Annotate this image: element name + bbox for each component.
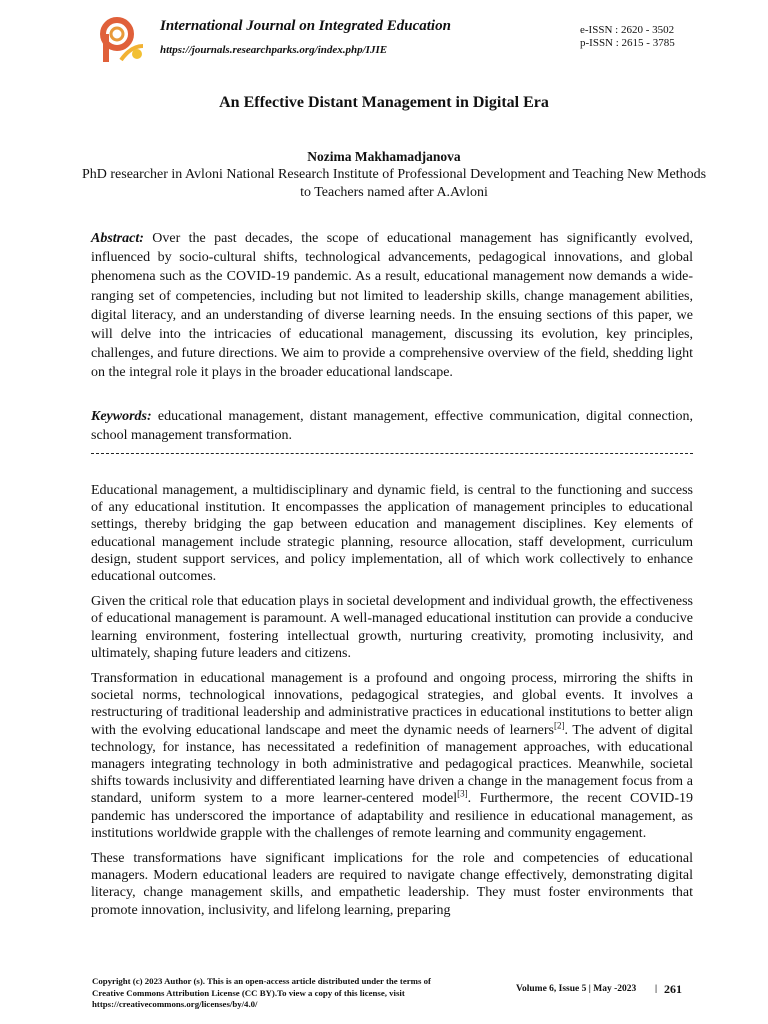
abstract xyxy=(91,229,693,383)
keywords-text: educational management, distant management, effective communication, digital connection, school management transformation. xyxy=(91,409,693,444)
issn-block xyxy=(580,24,675,50)
page-number: 261 xyxy=(664,982,682,996)
keywords xyxy=(91,407,693,445)
eissn: e-ISSN : 2620 - 3502 xyxy=(580,24,675,36)
author-affiliation: PhD researcher in Avloni National Research Institute of Professional Development and Teaching New Methods to Teachers named after A.Avloni xyxy=(81,167,707,200)
journal-title: International Journal on Integrated Education xyxy=(160,18,451,34)
pissn: p-ISSN : 2615 - 3785 xyxy=(580,37,675,49)
body-text-segment: Transformation in educational management is a profound and ongoing process, mirroring the shifts in societal norms, technological innovations, pedagogical strategies, and global events. It involves a restructuring of traditional leadership and administrative practices in educational institutions to better align with the evolving educational landscape and meet the dynamic needs of learners xyxy=(91,671,693,738)
copyright-notice: Copyright (c) 2023 Author (s). This is an open-access article distributed under the terms of Creative Commons Attribution License (CC BY).To view a copy of this license, visit https://creativecommons.org/licenses/by/4.0/ xyxy=(92,976,431,1010)
section-divider xyxy=(91,453,693,454)
citation-ref[interactable]: [3] xyxy=(457,788,468,799)
keywords-label: Keywords: xyxy=(91,409,152,424)
footer-separator: | xyxy=(655,984,658,994)
article-body xyxy=(91,482,693,927)
abstract-text: Over the past decades, the scope of educational management has significantly evolved, influenced by socio-cultural shifts, technological advancements, pedagogical innovations, and global phenomena such as the COVID-19 pandemic. As a result, educational management now demands a wide-ranging set of competencies, including but not limited to leadership skills, change management abilities, digital literacy, and an understanding of diverse learning needs. In the ensuing sections of this paper, we will delve into the intricacies of educational management, discussing its evolution, key principles, challenges, and future directions. We aim to provide a comprehensive overview of the field, shedding light on the integral role it plays in the broader educational landscape. xyxy=(91,231,693,381)
citation-ref[interactable]: [2] xyxy=(553,719,565,730)
body-text-segment: . Furthermore, the recent COVID-19 pandemic has underscored the importance of adaptability and resilience in educational management, as institutions worldwide grapple with the challenges of remote learning and community engagement. xyxy=(91,791,693,841)
abstract-label: Abstract: xyxy=(91,231,144,246)
journal-url[interactable]: https://journals.researchparks.org/index.php/IJIE xyxy=(160,44,388,56)
article-title: An Effective Distant Management in Digital Era xyxy=(219,94,549,111)
body-paragraph xyxy=(91,670,693,842)
author-name: Nozima Makhamadjanova xyxy=(307,149,461,164)
body-text-segment: . The advent of digital technology, for instance, has necessitated a redefinition of management approaches, with educational managers integrating technology in both administrative and pedagogical practices. Meanwhile, societal shifts towards inclusivity and differentiated learning have driven a change in the management focus from a standard, uniform system to a more learner-centered model xyxy=(91,722,694,807)
body-paragraph: Educational management, a multidisciplinary and dynamic field, is central to the functioning and success of any educational institution. It encompasses the application of management principles to educational settings, thereby bridging the gap between education and management disciplines. Key elements of educational management include strategic planning, resource allocation, staff development, curriculum design, student support services, and policy implementation, all of which work collectively to enhance educational outcomes. xyxy=(91,483,693,585)
body-paragraph: Given the critical role that education plays in societal development and individual growth, the effectiveness of educational management is paramount. A well-managed educational institution can provide a conducive learning environment, fostering intellectual growth, nurturing creativity, promoting inclusivity, and ultimately, shaping future leaders and citizens. xyxy=(91,594,693,661)
body-paragraph: These transformations have significant implications for the role and competencies of educational managers. Modern educational leaders are required to navigate change effectively, demonstrating digital literacy, change management skills, and empathetic leadership. They must foster environments that promote innovation, inclusivity, and lifelong learning, preparing xyxy=(91,851,693,918)
volume-issue: Volume 6, Issue 5 | May -2023 xyxy=(516,984,637,994)
journal-logo-icon xyxy=(97,16,149,68)
